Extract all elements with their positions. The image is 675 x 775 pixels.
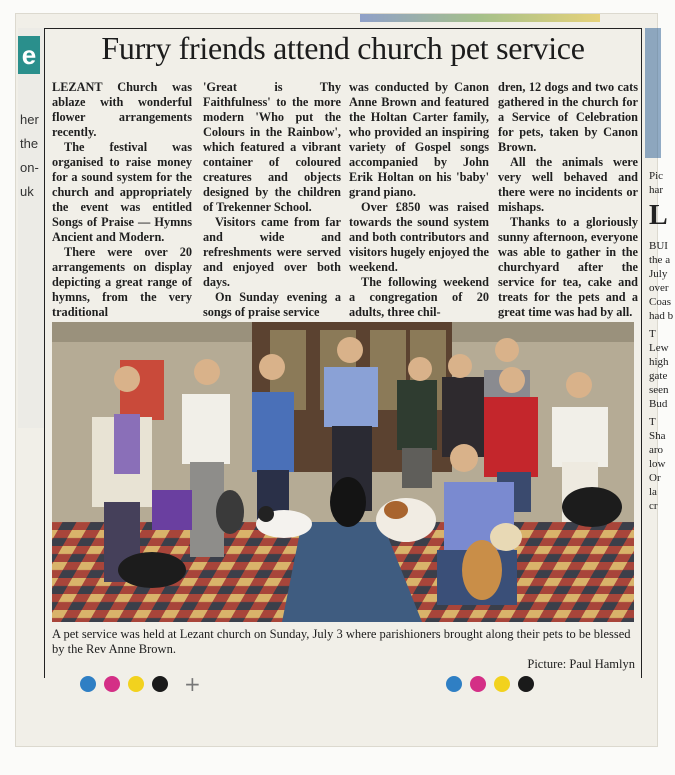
paragraph: dren, 12 dogs and two cats gathered in the church for a Service of Celebration for pets, taken by Canon Brown. [498, 80, 638, 154]
right-fragment: July [649, 268, 668, 280]
paragraph: 'Great is Thy Faithfulness' to the more modern 'Who put the Colours in the Rainbow', which featured a vibrant container of coloured creatures and objects designed by the children of Trekenner School. [203, 80, 341, 214]
top-rule [44, 28, 642, 29]
left-fragment: on- [20, 160, 39, 175]
paragraph: Visitors came from far and wide and refreshments were served and enjoyed over both days. [203, 215, 341, 289]
right-fragment: har [649, 184, 664, 196]
left-neighbor-tab: e [18, 36, 40, 74]
article-column-3 [349, 80, 489, 320]
photo-illustration [52, 322, 634, 622]
registration-dot-magenta [470, 676, 486, 692]
photo-credit: Picture: Paul Hamlyn [527, 657, 635, 671]
paragraph: The festival was organised to raise money for a sound system for the church and appropriately the event was entitled Songs of Praise — Hymns Ancient and Modern. [52, 140, 192, 244]
registration-dot-black [518, 676, 534, 692]
left-column-rule [44, 28, 45, 678]
right-neighbor-article [645, 28, 675, 512]
left-fragment: her [20, 112, 39, 127]
right-fragment: seen [649, 384, 669, 396]
registration-dot-cyan [446, 676, 462, 692]
left-fragment: uk [20, 184, 34, 199]
registration-dot-black [152, 676, 168, 692]
left-neighbor-article [18, 28, 44, 428]
right-column-rule [641, 28, 642, 678]
right-fragment: had b [649, 310, 674, 322]
paragraph: The following weekend a congregation of 20 adults, three chil- [349, 275, 489, 319]
article-column-4 [498, 80, 638, 320]
article-column-1 [52, 80, 192, 320]
registration-dot-yellow [494, 676, 510, 692]
paragraph: On Sunday evening a songs of praise service [203, 290, 341, 319]
right-neighbor-image [645, 28, 661, 158]
paragraph: Over £850 was raised towards the sound system and both contributors and visitors hugely enjoyed the weekend. [349, 200, 489, 274]
right-fragment: Coas [649, 296, 671, 308]
right-fragment: gate [649, 370, 668, 382]
registration-dot-yellow [128, 676, 144, 692]
right-fragment: low [649, 458, 666, 470]
right-fragment: la [649, 486, 657, 498]
left-fragment: the [20, 136, 39, 151]
right-fragment: BUI [649, 240, 668, 252]
paragraph: All the animals were very well behaved and there were no incidents or mishaps. [498, 155, 638, 214]
right-fragment: over [649, 282, 669, 294]
right-fragment: Lew [649, 342, 669, 354]
church-pet-service-photo [52, 322, 634, 622]
adjacent-page-strip [360, 14, 600, 22]
right-fragment: the a [649, 254, 671, 266]
headline: Furry friends attend church pet service [101, 30, 585, 66]
article-column-2 [203, 80, 341, 320]
right-fragment: Pic [649, 170, 664, 182]
photo-caption: A pet service was held at Lezant church on Sunday, July 3 where parishioners brought along their pets to be blessed by the Rev Anne Brown. [52, 627, 631, 656]
right-fragment: Sha [649, 430, 666, 442]
right-fragment: T [649, 416, 656, 428]
registration-cross-icon: + [184, 672, 201, 696]
right-fragment: Or [649, 472, 661, 484]
registration-dot-magenta [104, 676, 120, 692]
right-fragment: high [649, 356, 669, 368]
right-fragment: Bud [649, 398, 668, 410]
paragraph: There were over 20 arrangements on display depicting a great range of hymns, from the very traditional [52, 245, 192, 319]
right-fragment: cr [649, 500, 658, 512]
paragraph: Thanks to a gloriously sunny afternoon, everyone was able to gather in the churchyard after the service for tea, cake and treats for the pets and a great time was had by all. [498, 215, 638, 319]
right-dropcap: L [649, 200, 668, 231]
right-fragment: T [649, 328, 656, 340]
right-fragment: aro [649, 444, 664, 456]
registration-dot-cyan [80, 676, 96, 692]
paragraph: was conducted by Canon Anne Brown and featured the Holtan Carter family, who provided an inspiring variety of Gospel songs accompanied by John Erik Holtan on his 'baby' grand piano. [349, 80, 489, 199]
paragraph: LEZANT Church was ablaze with wonderful flower arrangements recently. [52, 80, 192, 139]
